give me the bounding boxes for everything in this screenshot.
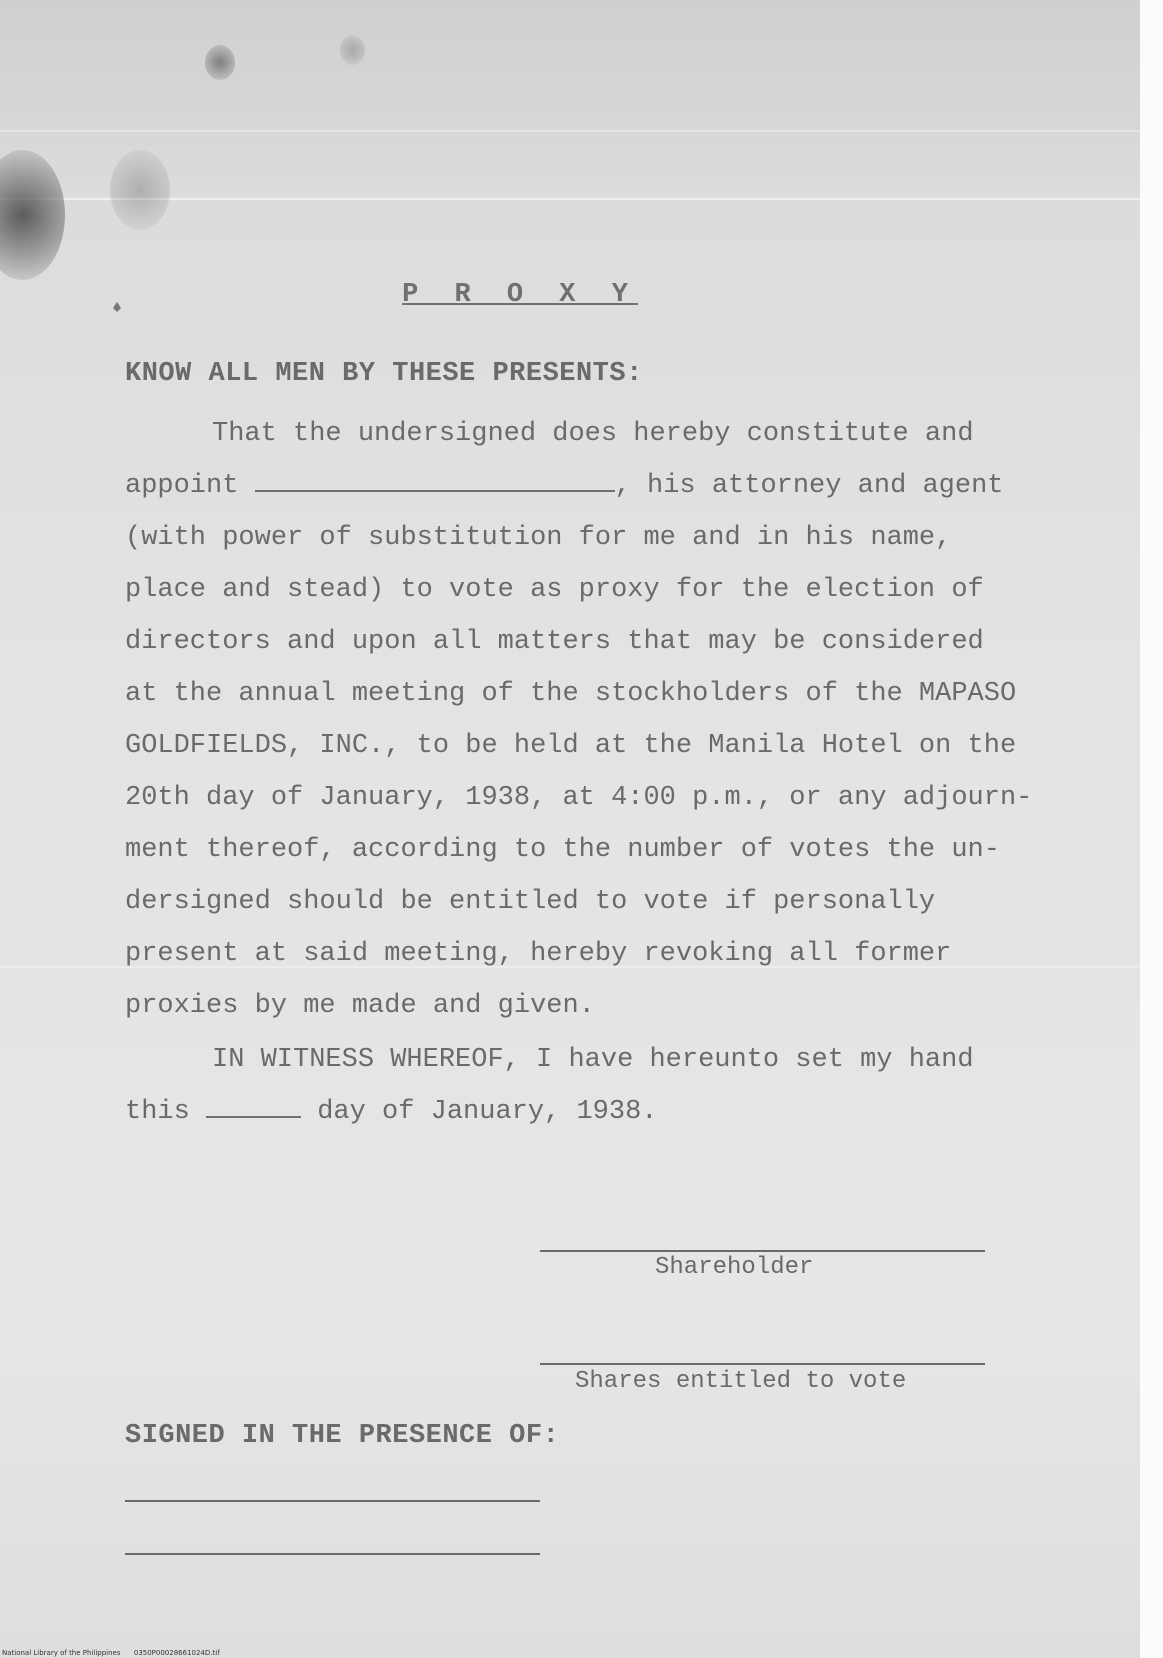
shareholder-label: Shareholder — [655, 1254, 814, 1281]
body-text: appoint — [125, 471, 239, 501]
body-line: GOLDFIELDS, INC., to be held at the Manila Hotel on the — [125, 731, 1017, 761]
document-title: P R O X Y — [402, 280, 638, 310]
shares-label: Shares entitled to vote — [575, 1368, 907, 1395]
shareholder-signature-line[interactable] — [540, 1250, 985, 1252]
footer-file-id: 0350P00028661024D.tif — [133, 1649, 220, 1657]
ink-stain — [110, 150, 170, 230]
page-edge — [1140, 0, 1163, 1658]
salutation: KNOW ALL MEN BY THESE PRESENTS: — [125, 359, 643, 389]
body-text: , his attorney and agent — [614, 471, 1004, 501]
day-blank[interactable] — [206, 1096, 301, 1118]
body-line: (with power of substitution for me and in his name, — [125, 523, 952, 553]
footer-library: National Library of the Philippines — [2, 1649, 121, 1657]
witness-text: day of January, 1938. — [317, 1097, 658, 1127]
body-line: That the undersigned does hereby constitute and — [212, 419, 974, 449]
attorney-name-blank[interactable] — [255, 470, 615, 492]
witness-line: IN WITNESS WHEREOF, I have hereunto set my hand — [212, 1045, 974, 1075]
body-line: at the annual meeting of the stockholders of the MAPASO — [125, 679, 1017, 709]
body-line: dersigned should be entitled to vote if personally — [125, 887, 936, 917]
body-line: place and stead) to vote as proxy for the election of — [125, 575, 984, 605]
paper-crease — [0, 130, 1140, 132]
paper-crease — [0, 198, 1140, 200]
body-line-appoint — [125, 470, 1004, 502]
archive-footer — [2, 1649, 220, 1657]
body-line: present at said meeting, hereby revoking all former — [125, 939, 952, 969]
body-line: proxies by me made and given. — [125, 991, 595, 1021]
body-line: 20th day of January, 1938, at 4:00 p.m., or any adjourn- — [125, 783, 1033, 813]
witness-signature-line[interactable] — [125, 1553, 540, 1555]
ink-stain — [0, 150, 65, 280]
ink-stain — [205, 45, 235, 80]
body-line: directors and upon all matters that may be considered — [125, 627, 984, 657]
signed-presence-label: SIGNED IN THE PRESENCE OF: — [125, 1421, 560, 1451]
shares-signature-line[interactable] — [540, 1363, 985, 1365]
ink-stain — [340, 35, 365, 65]
witness-text: this — [125, 1097, 190, 1127]
body-line: ment thereof, according to the number of votes the un- — [125, 835, 1000, 865]
witness-signature-line[interactable] — [125, 1500, 540, 1502]
witness-date-line — [125, 1096, 657, 1128]
